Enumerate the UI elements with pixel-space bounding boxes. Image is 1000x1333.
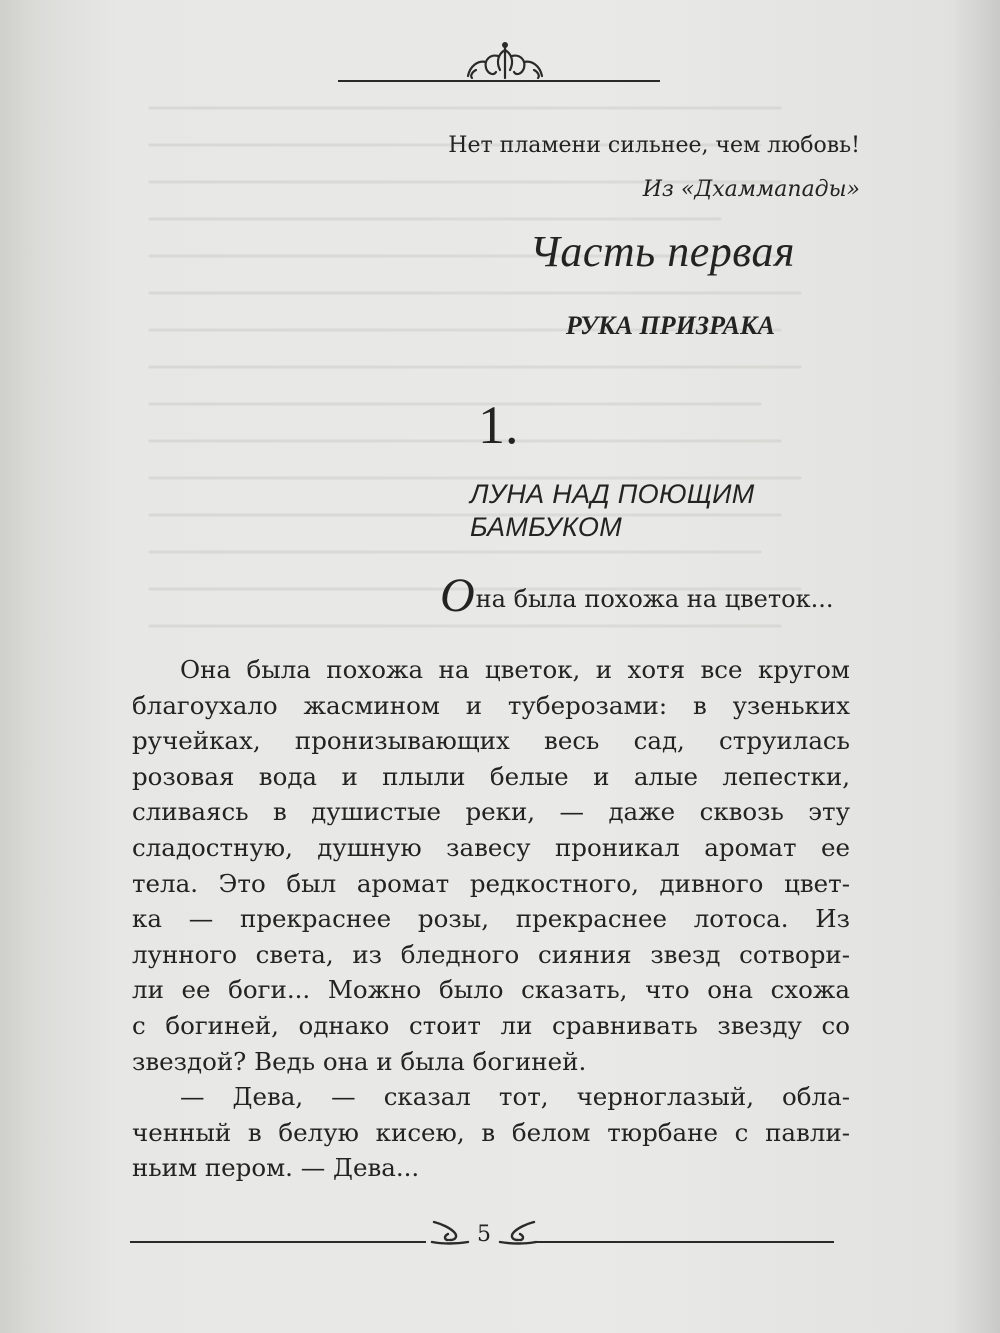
text-line: тела. Это был аромат редкостного, дивного цвет- [132,868,850,898]
page-edge-shadow [954,0,1000,1333]
chapter-number: 1. [478,395,519,455]
text-line: — Дева, — сказал тот, черноглазый, обла- [180,1082,850,1112]
footer-flourish-left-icon [428,1216,470,1246]
chapter-title-line: БАМБУКОМ [470,512,622,542]
epigraph-source: Из «Дхаммапады» [642,177,860,202]
text-line: сливаясь в душистые реки, — даже сквозь эту [132,797,850,827]
body-text [132,652,850,1186]
header-ornament-icon [462,40,548,82]
text-line: ли ее боги... Можно было сказать, что она схожа [132,975,850,1005]
footer-rule-left [130,1241,426,1243]
footer-rule-right [536,1241,834,1243]
text-line: сладостную, душную завесу проникал аромат ее [132,832,850,862]
text-line: с богиней, однако стоит ли сравнивать звезду со [132,1010,850,1040]
header-rule [338,80,660,82]
chapter-title-line: ЛУНА НАД ПОЮЩИМ [470,479,755,509]
text-line: ченный в белую кисею, в белом тюрбане с павли- [132,1117,850,1147]
text-line: Она была похожа на цветок, и хотя все кругом [180,655,850,684]
chapter-lead-line [440,569,860,623]
chapter-title [470,478,830,544]
drop-cap: О [440,569,475,622]
text-line: звездой? Ведь она и была богиней. [132,1046,587,1076]
text-line: ручейках, пронизывающих весь сад, струилась [132,726,850,756]
text-line: благоухало жасмином и туберозами: в узеньких [132,690,850,720]
lead-text: на была похожа на цветок... [475,585,834,613]
part-subtitle: РУКА ПРИЗРАКА [565,311,775,340]
epigraph [440,124,860,212]
text-line: ка — прекраснее розы, прекраснее лотоса. Из [132,904,850,934]
part-title: Часть первая [529,227,795,276]
text-line: розовая вода и плыли белые и алые лепестки, [132,761,850,791]
epigraph-quote: Нет пламени сильнее, чем любовь! [448,133,860,158]
footer-flourish-right-icon [498,1216,540,1246]
text-line: ньим пером. — Дева... [132,1153,420,1183]
text-line: лунного света, из бледного сияния звезд сотвори- [132,939,850,969]
page-gutter-shadow [0,0,62,1333]
page-number: 5 [477,1222,491,1247]
